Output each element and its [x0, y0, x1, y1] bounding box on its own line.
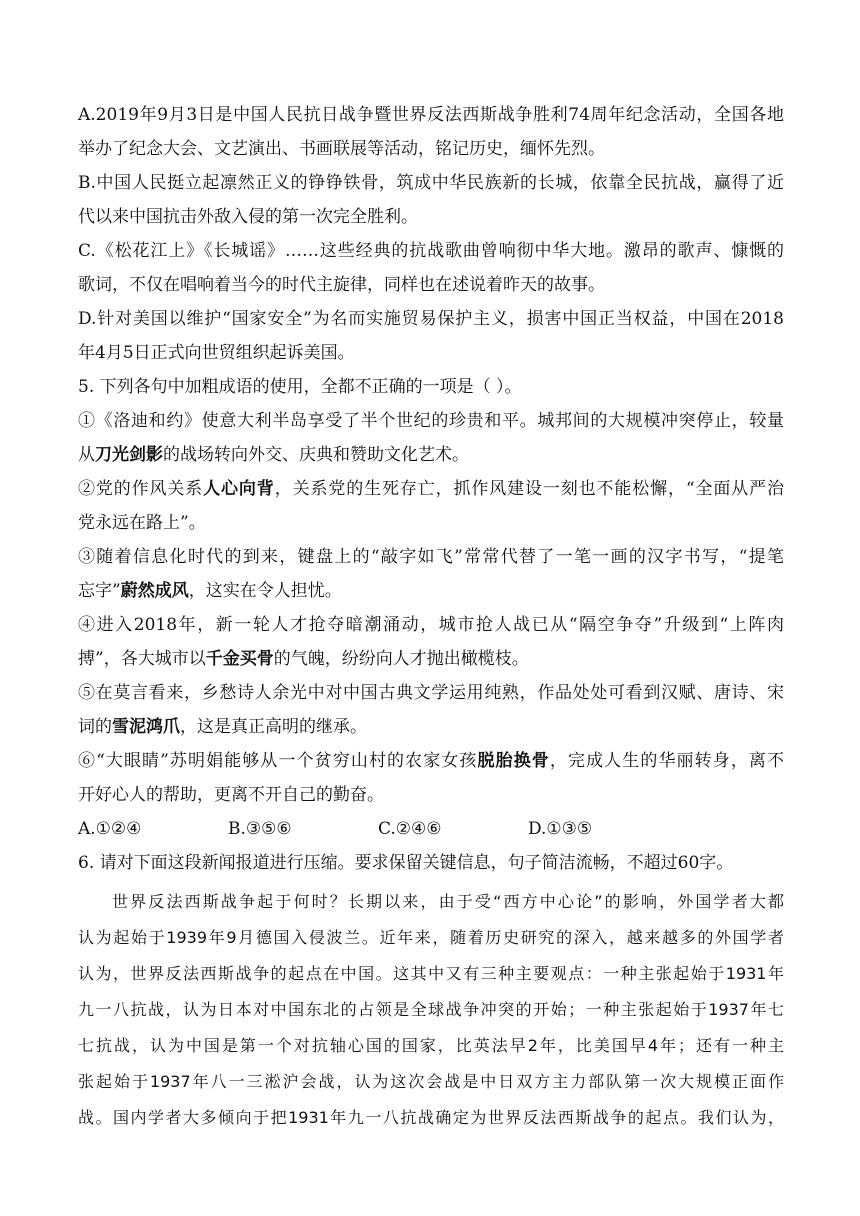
- passage-line: 张起始于1937年八一三淞沪会战，认为这次会战是中日双方主力部队第一次大规模正面作: [78, 1072, 784, 1091]
- bold-idiom: 千金买骨: [205, 649, 274, 669]
- option-b-line-1: B.中国人民挺立起凛然正义的铮铮铁骨，筑成中华民族新的长城，依靠全民抗战，赢得了近: [78, 173, 784, 193]
- q5-sentence-4-line-1: ④进入2018年，新一轮人才抢夺暗潮涌动，城市抢人战已从“隔空争夺”升级到“上阵肉: [78, 615, 784, 635]
- q5-sentence-6-line-1: [78, 744, 784, 778]
- text: ⑥“大眼睛”苏明娟能够从一个贫穷山村的农家女孩: [78, 751, 478, 771]
- passage-line: 世界反法西斯战争起于何时？长期以来，由于受“西方中心论”的影响，外国学者大都: [112, 892, 784, 911]
- q5-sentence-5-line-2: [78, 710, 784, 744]
- option-a-line-1: A.2019年9月3日是中国人民抗日战争暨世界反法西斯战争胜利74周年纪念活动，全国各地: [78, 105, 784, 125]
- passage-line: 战。国内学者大多倾向于把1931年九一八抗战确定为世界反法西斯战争的起点。我们认为，: [78, 1108, 784, 1127]
- text: ，这是真正高明的继承。: [180, 717, 367, 737]
- q6-stem: 6. 请对下面这段新闻报道进行压缩。要求保留关键信息，句子简洁流畅，不超过60字。: [78, 853, 734, 873]
- bold-idiom: 脱胎换骨: [477, 751, 550, 771]
- choice-a: A.①②④: [78, 819, 142, 839]
- choice-d: D.①③⑤: [528, 819, 593, 839]
- q4-options: [78, 98, 784, 370]
- text: 搏”，各大城市以: [78, 649, 206, 669]
- text: ②党的作风关系: [78, 479, 204, 499]
- q5-sentence-5-line-1: ⑤在莫言看来，乡愁诗人余光中对中国古典文学运用纯熟，作品处处可看到汉赋、唐诗、宋: [78, 683, 784, 703]
- q5-sentence-4-line-2: [78, 642, 784, 676]
- option-c-line-2: 歌词，不仅在唱响着当今的时代主旋律，同样也在述说着昨天的故事。: [78, 275, 605, 295]
- bold-idiom: 刀光剑影: [95, 445, 163, 465]
- news-passage: [78, 884, 784, 1136]
- text: 的战场转向外交、庆典和赞助文化艺术。: [163, 445, 469, 465]
- option-b-line-2: 代以来中国抗击外敌入侵的第一次完全胜利。: [78, 207, 418, 227]
- bold-idiom: 人心向背: [203, 479, 275, 499]
- passage-line: 认为，世界反法西斯战争的起点在中国。这其中又有三种主要观点：一种主张起始于1931年: [78, 964, 784, 983]
- bold-idiom: 蔚然成风: [120, 581, 189, 601]
- option-a-line-2: 举办了纪念大会、文艺演出、书画联展等活动，铭记历史，缅怀先烈。: [78, 139, 605, 159]
- text: ，这实在令人担忧。: [188, 581, 342, 601]
- q5-sentence-2-line-1: [78, 472, 784, 506]
- option-c-line-1: C.《松花江上》《长城谣》……这些经典的抗战歌曲曾响彻中华大地。激昂的歌声、慷慨的: [78, 241, 784, 261]
- bold-idiom: 雪泥鸿爪: [112, 717, 180, 737]
- choice-b: B.③⑤⑥: [228, 819, 292, 839]
- question-6: [78, 846, 784, 1136]
- passage-line: 认为起始于1939年9月德国入侵波兰。近年来，随着历史研究的深入，越来越多的外国学者: [78, 928, 784, 947]
- passage-line: 七抗战，认为中国是第一个对抗轴心国的国家，比英法早2年，比美国早4年；还有一种主: [78, 1036, 784, 1055]
- text: 从: [78, 445, 95, 465]
- text: 的气魄，纷纷向人才抛出橄榄枝。: [273, 649, 529, 669]
- question-5: [78, 370, 784, 846]
- q5-sentence-1-line-2: [78, 438, 784, 472]
- q5-sentence-3-line-1: ③随着信息化时代的到来，键盘上的“敲字如飞”常常代替了一笔一画的汉字书写，“提笔: [78, 547, 784, 567]
- choice-c: C.②④⑥: [378, 819, 442, 839]
- q5-sentence-2-line-2: 党永远在路上”。: [78, 513, 206, 533]
- text: ，关系党的生死存亡，抓作风建设一刻也不能松懈，“全面从严治: [274, 479, 785, 499]
- q5-choices: [78, 812, 784, 846]
- option-d-line-1: D.针对美国以维护“国家安全”为名而实施贸易保护主义，损害中国正当权益，中国在2018: [78, 309, 784, 329]
- q5-sentence-3-line-2: [78, 574, 784, 608]
- q5-stem: 5. 下列各句中加粗成语的使用，全都不正确的一项是（ ）。: [78, 377, 522, 397]
- q5-sentence-1-line-1: ①《洛迪和约》使意大利半岛享受了半个世纪的珍贵和平。城邦间的大规模冲突停止，较量: [78, 411, 784, 431]
- exam-page: [78, 98, 784, 1136]
- text: 忘字”: [78, 581, 121, 601]
- option-d-line-2: 年4月5日正式向世贸组织起诉美国。: [78, 343, 355, 363]
- passage-line: 九一八抗战，认为日本对中国东北的占领是全球战争冲突的开始；一种主张起始于1937年七: [78, 1000, 784, 1019]
- text: ，完成人生的华丽转身，离不: [549, 751, 785, 771]
- q5-sentence-6-line-2: 开好心人的帮助，更离不开自己的勤奋。: [78, 785, 384, 805]
- text: 词的: [78, 717, 112, 737]
